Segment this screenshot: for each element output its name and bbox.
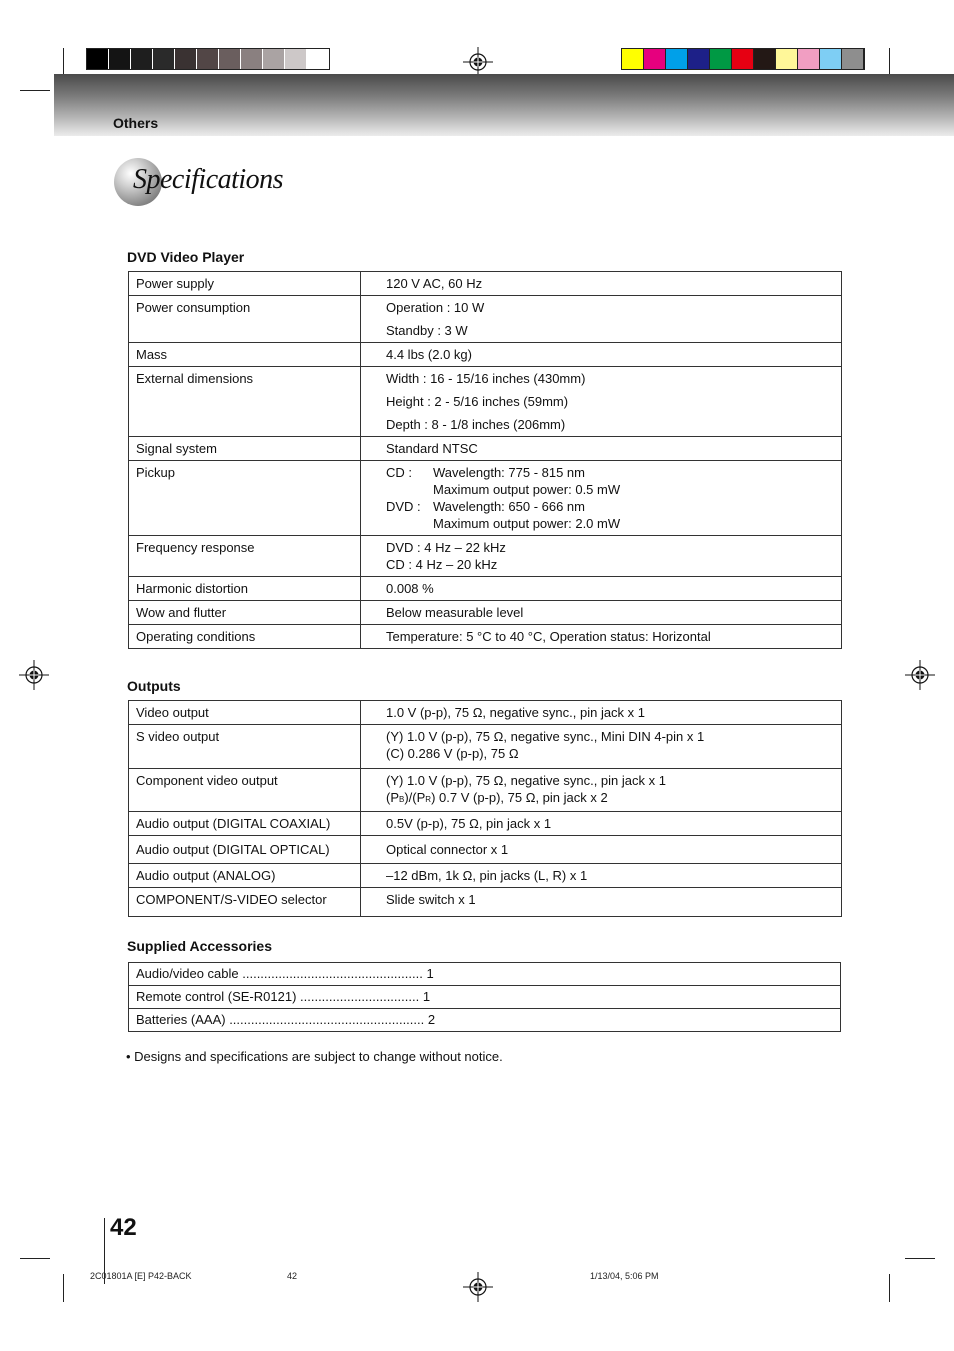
- color-calibration-bar: [621, 48, 865, 70]
- spec-label: Pickup: [129, 461, 361, 536]
- calibration-swatch: [666, 49, 688, 69]
- dvd-heading: DVD Video Player: [127, 249, 245, 265]
- crop-mark: [63, 48, 64, 74]
- footer-date: 1/13/04, 5:06 PM: [590, 1271, 659, 1281]
- spec-line: Maximum output power: 2.0 mW: [433, 516, 621, 531]
- page-number: 42: [110, 1214, 137, 1241]
- spec-value: 0.008 %: [361, 577, 842, 601]
- spec-label: Signal system: [129, 437, 361, 461]
- pickup-dvd-prefix: DVD :: [386, 499, 421, 514]
- spec-line: Standby : 3 W: [386, 323, 468, 338]
- table-row: [129, 367, 842, 437]
- table-row: [129, 963, 841, 986]
- outputs-heading: Outputs: [127, 678, 181, 694]
- table-row: [129, 864, 842, 888]
- spec-label: Audio output (DIGITAL OPTICAL): [129, 836, 361, 864]
- crop-mark: [905, 1258, 935, 1259]
- spec-value: Standard NTSC: [361, 437, 842, 461]
- section-label: Others: [113, 115, 159, 131]
- spec-line: CD : 4 Hz – 20 kHz: [386, 557, 498, 572]
- calibration-swatch: [820, 49, 842, 69]
- accessory-item: Batteries (AAA) ...................................................... 2: [129, 1009, 841, 1032]
- footer-page: 42: [287, 1271, 298, 1281]
- pickup-cd-prefix: CD :: [386, 465, 412, 480]
- spec-text: )/(P: [404, 790, 426, 805]
- spec-value: [361, 769, 842, 812]
- spec-value: 120 V AC, 60 Hz: [361, 272, 842, 296]
- spec-label: Mass: [129, 343, 361, 367]
- crop-mark: [889, 1274, 890, 1302]
- spec-value: Temperature: 5 °C to 40 °C, Operation status: Horizontal: [361, 625, 842, 649]
- table-row: [129, 986, 841, 1009]
- table-row: [129, 625, 842, 649]
- calibration-swatch: [131, 49, 153, 69]
- spec-value: [361, 367, 842, 437]
- outputs-spec-table: [128, 700, 842, 917]
- calibration-swatch: [688, 49, 710, 69]
- spec-label: Frequency response: [129, 536, 361, 577]
- spec-label: COMPONENT/S-VIDEO selector: [129, 888, 361, 917]
- crop-mark: [20, 1258, 50, 1259]
- spec-line: (Y) 1.0 V (p-p), 75 Ω, negative sync., Mini DIN 4-pin x 1: [386, 729, 705, 744]
- calibration-swatch: [842, 49, 864, 69]
- spec-value: [361, 296, 842, 343]
- spec-line: Wavelength: 650 - 666 nm: [433, 499, 585, 514]
- calibration-swatch: [219, 49, 241, 69]
- spec-value: Slide switch x 1: [361, 888, 842, 917]
- table-row: [129, 836, 842, 864]
- registration-mark-icon: [19, 660, 49, 690]
- calibration-swatch: [644, 49, 666, 69]
- registration-mark-icon: [463, 1272, 493, 1302]
- accessory-item: Remote control (SE-R0121) ................................. 1: [129, 986, 841, 1009]
- spec-label: External dimensions: [129, 367, 361, 437]
- accessories-heading: Supplied Accessories: [127, 938, 272, 954]
- calibration-swatch: [175, 49, 197, 69]
- spec-value: [361, 461, 842, 536]
- spec-value: [361, 536, 842, 577]
- table-row: [129, 1009, 841, 1032]
- table-row: [129, 343, 842, 367]
- calibration-swatch: [307, 49, 329, 69]
- table-row: [129, 769, 842, 812]
- calibration-swatch: [241, 49, 263, 69]
- table-row: [129, 296, 842, 343]
- spec-label: Audio output (ANALOG): [129, 864, 361, 888]
- spec-label: Power consumption: [129, 296, 361, 343]
- table-row: [129, 601, 842, 625]
- subscript: R: [425, 795, 432, 804]
- calibration-swatch: [263, 49, 285, 69]
- spec-value: 0.5V (p-p), 75 Ω, pin jack x 1: [361, 812, 842, 836]
- spec-line: Depth : 8 - 1/8 inches (206mm): [386, 417, 566, 432]
- table-row: [129, 536, 842, 577]
- spec-line: Maximum output power: 0.5 mW: [433, 482, 621, 497]
- spec-value: [361, 725, 842, 769]
- calibration-swatch: [109, 49, 131, 69]
- calibration-swatch: [732, 49, 754, 69]
- table-row: [129, 701, 842, 725]
- spec-label: Harmonic distortion: [129, 577, 361, 601]
- calibration-swatch: [622, 49, 644, 69]
- spec-line: Wavelength: 775 - 815 nm: [433, 465, 585, 480]
- spec-value: 4.4 lbs (2.0 kg): [361, 343, 842, 367]
- calibration-swatch: [710, 49, 732, 69]
- calibration-swatch: [87, 49, 109, 69]
- spec-label: S video output: [129, 725, 361, 769]
- spec-value: –12 dBm, 1k Ω, pin jacks (L, R) x 1: [361, 864, 842, 888]
- calibration-swatch: [197, 49, 219, 69]
- spec-line: Operation : 10 W: [386, 300, 485, 315]
- spec-line: Width : 16 - 15/16 inches (430mm): [386, 371, 586, 386]
- gray-calibration-bar: [86, 48, 330, 70]
- spec-label: Component video output: [129, 769, 361, 812]
- spec-label: Video output: [129, 701, 361, 725]
- table-row: [129, 812, 842, 836]
- spec-value: 1.0 V (p-p), 75 Ω, negative sync., pin jack x 1: [361, 701, 842, 725]
- spec-label: Operating conditions: [129, 625, 361, 649]
- table-row: [129, 577, 842, 601]
- page-title: Specifications: [133, 164, 284, 195]
- crop-mark: [20, 90, 50, 91]
- spec-label: Audio output (DIGITAL COAXIAL): [129, 812, 361, 836]
- registration-mark-icon: [463, 47, 493, 77]
- calibration-swatch: [754, 49, 776, 69]
- accessory-item: Audio/video cable .................................................. 1: [129, 963, 841, 986]
- dvd-spec-table: [128, 271, 842, 649]
- table-row: [129, 725, 842, 769]
- crop-mark: [889, 48, 890, 74]
- table-row: [129, 437, 842, 461]
- spec-line: (C) 0.286 V (p-p), 75 Ω: [386, 746, 519, 761]
- header-band: [54, 74, 954, 136]
- calibration-swatch: [153, 49, 175, 69]
- table-row: [129, 272, 842, 296]
- spec-text: (P: [386, 790, 399, 805]
- crop-mark: [63, 1274, 64, 1302]
- spec-label: Wow and flutter: [129, 601, 361, 625]
- table-row: [129, 461, 842, 536]
- registration-mark-icon: [905, 660, 935, 690]
- footer-file-name: 2C01801A [E] P42-BACK: [90, 1271, 192, 1281]
- spec-value: Optical connector x 1: [361, 836, 842, 864]
- spec-text: ) 0.7 V (p-p), 75 Ω, pin jack x 2: [431, 790, 608, 805]
- spec-line: (Y) 1.0 V (p-p), 75 Ω, negative sync., pin jack x 1: [386, 773, 666, 788]
- calibration-swatch: [285, 49, 307, 69]
- calibration-swatch: [776, 49, 798, 69]
- spec-line: DVD : 4 Hz – 22 kHz: [386, 540, 506, 555]
- footnote: • Designs and specifications are subject to change without notice.: [126, 1049, 503, 1064]
- calibration-swatch: [798, 49, 820, 69]
- accessories-table: [128, 962, 841, 1032]
- table-row: [129, 888, 842, 917]
- subscript: B: [399, 795, 405, 804]
- spec-line: Height : 2 - 5/16 inches (59mm): [386, 394, 569, 409]
- spec-label: Power supply: [129, 272, 361, 296]
- spec-value: Below measurable level: [361, 601, 842, 625]
